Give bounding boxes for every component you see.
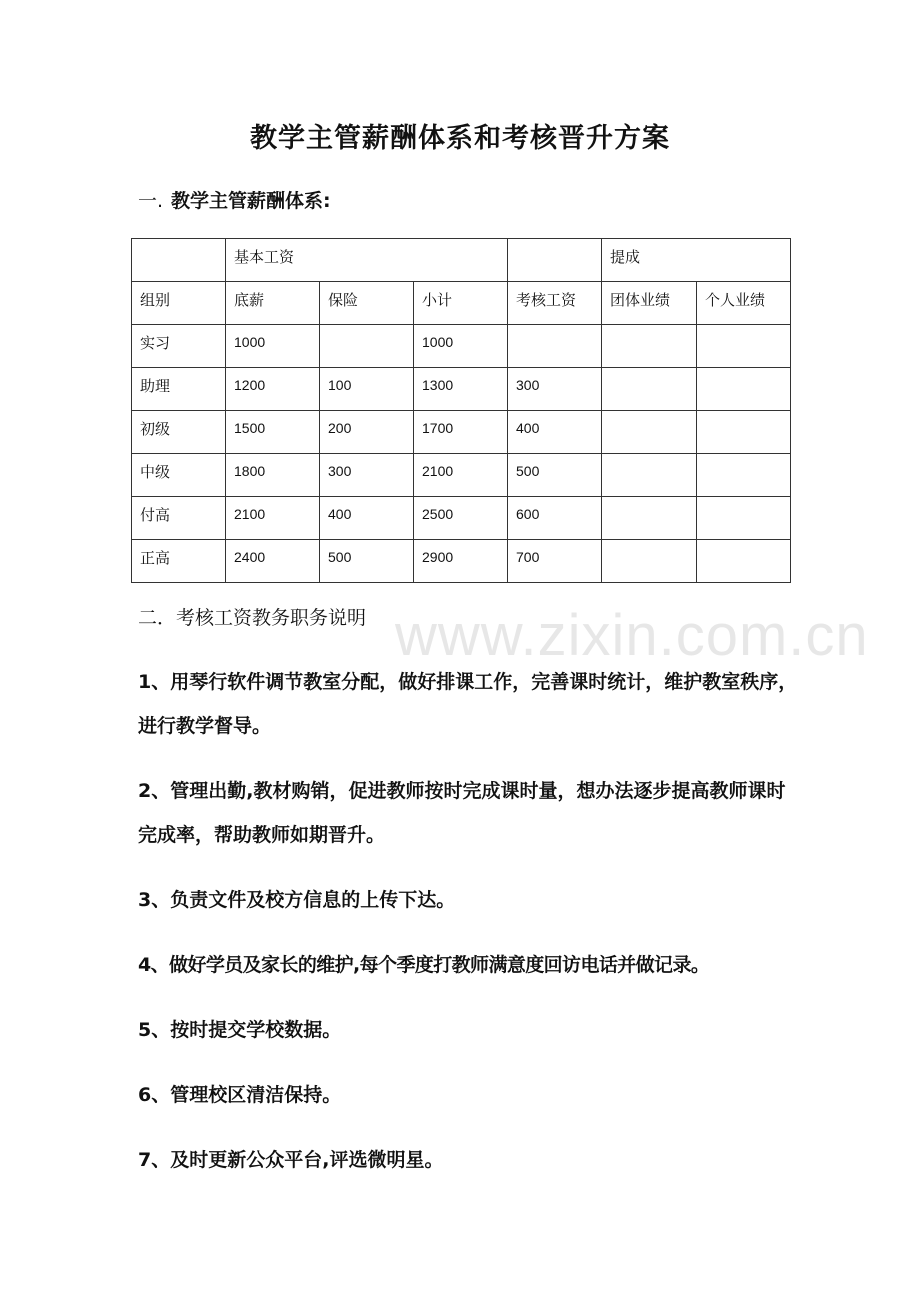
- table-cell: 1300: [414, 368, 508, 411]
- table-cell: [320, 325, 414, 368]
- list-item: 2、管理出勤,教材购销，促进教师按时完成课时量，想办法逐步提高教师课时完成率，帮助教师如期晋升。: [138, 780, 786, 846]
- table-header-row: [132, 282, 791, 325]
- salary-table: [131, 238, 791, 583]
- table-cell: 1000: [414, 325, 508, 368]
- table-cell: 中级: [132, 454, 226, 497]
- table-cell: 助理: [132, 368, 226, 411]
- list-item: 7、及时更新公众平台,评选微明星。: [138, 1149, 444, 1171]
- table-header-cell: 个人业绩: [697, 282, 791, 325]
- table-cell: 初级: [132, 411, 226, 454]
- table-cell: 正高: [132, 540, 226, 583]
- table-cell: [508, 239, 602, 282]
- table-cell: [697, 497, 791, 540]
- table-cell: 500: [508, 454, 602, 497]
- table-cell: 400: [320, 497, 414, 540]
- table-header-cell: 底薪: [226, 282, 320, 325]
- table-row: [132, 540, 791, 583]
- table-header-cell: 保险: [320, 282, 414, 325]
- table-cell: [602, 368, 697, 411]
- list-item: 6、管理校区清洁保持。: [138, 1084, 342, 1106]
- list-item: 1、用琴行软件调节教室分配，做好排课工作，完善课时统计，维护教室秩序，进行教学督导。: [138, 671, 798, 737]
- table-header-cell: 团体业绩: [602, 282, 697, 325]
- table-cell: [602, 454, 697, 497]
- document-title: 教学主管薪酬体系和考核晋升方案: [250, 123, 670, 154]
- table-cell: 1700: [414, 411, 508, 454]
- table-cell: 1800: [226, 454, 320, 497]
- watermark-text: www.zixin.com.cn: [395, 603, 869, 668]
- table-cell: 付高: [132, 497, 226, 540]
- table-cell: 2900: [414, 540, 508, 583]
- table-header-cell: 组别: [132, 282, 226, 325]
- table-header-cell: 考核工资: [508, 282, 602, 325]
- table-cell: 2400: [226, 540, 320, 583]
- table-cell: 2100: [226, 497, 320, 540]
- table-cell: [602, 325, 697, 368]
- table-cell: 1000: [226, 325, 320, 368]
- table-row: [132, 454, 791, 497]
- table-cell: 700: [508, 540, 602, 583]
- table-cell: [132, 239, 226, 282]
- section-number: 一.: [138, 190, 164, 212]
- table-cell: 300: [320, 454, 414, 497]
- table-cell: 400: [508, 411, 602, 454]
- table-cell: [602, 540, 697, 583]
- table-cell: 300: [508, 368, 602, 411]
- table-cell: [697, 540, 791, 583]
- list-item: 3、负责文件及校方信息的上传下达。: [138, 889, 456, 911]
- table-cell: [697, 325, 791, 368]
- table-cell: 100: [320, 368, 414, 411]
- table-cell-basic-salary: 基本工资: [226, 239, 508, 282]
- table-header-row-top: [132, 239, 791, 282]
- table-cell: 200: [320, 411, 414, 454]
- table-cell: 500: [320, 540, 414, 583]
- section-label: 教学主管薪酬体系:: [171, 190, 331, 212]
- section-heading-1: [138, 186, 331, 213]
- table-row: [132, 368, 791, 411]
- table-header-cell: 小计: [414, 282, 508, 325]
- table-cell: [697, 411, 791, 454]
- table-cell: 2100: [414, 454, 508, 497]
- table-cell: 1500: [226, 411, 320, 454]
- table-cell: [697, 368, 791, 411]
- table-row: [132, 497, 791, 540]
- table-cell: [602, 497, 697, 540]
- section-heading-2: 二．考核工资教务职务说明: [138, 607, 367, 629]
- table-row: [132, 411, 791, 454]
- table-cell: [508, 325, 602, 368]
- table-cell: [602, 411, 697, 454]
- table-cell: 600: [508, 497, 602, 540]
- list-item: 4、做好学员及家长的维护,每个季度打教师满意度回访电话并做记录。: [138, 954, 710, 976]
- duty-list: [138, 660, 798, 1203]
- table-cell: 2500: [414, 497, 508, 540]
- table-cell: 实习: [132, 325, 226, 368]
- list-item: 5、按时提交学校数据。: [138, 1019, 342, 1041]
- table-cell-commission: 提成: [602, 239, 791, 282]
- table-row: [132, 325, 791, 368]
- table-cell: 1200: [226, 368, 320, 411]
- table-cell: [697, 454, 791, 497]
